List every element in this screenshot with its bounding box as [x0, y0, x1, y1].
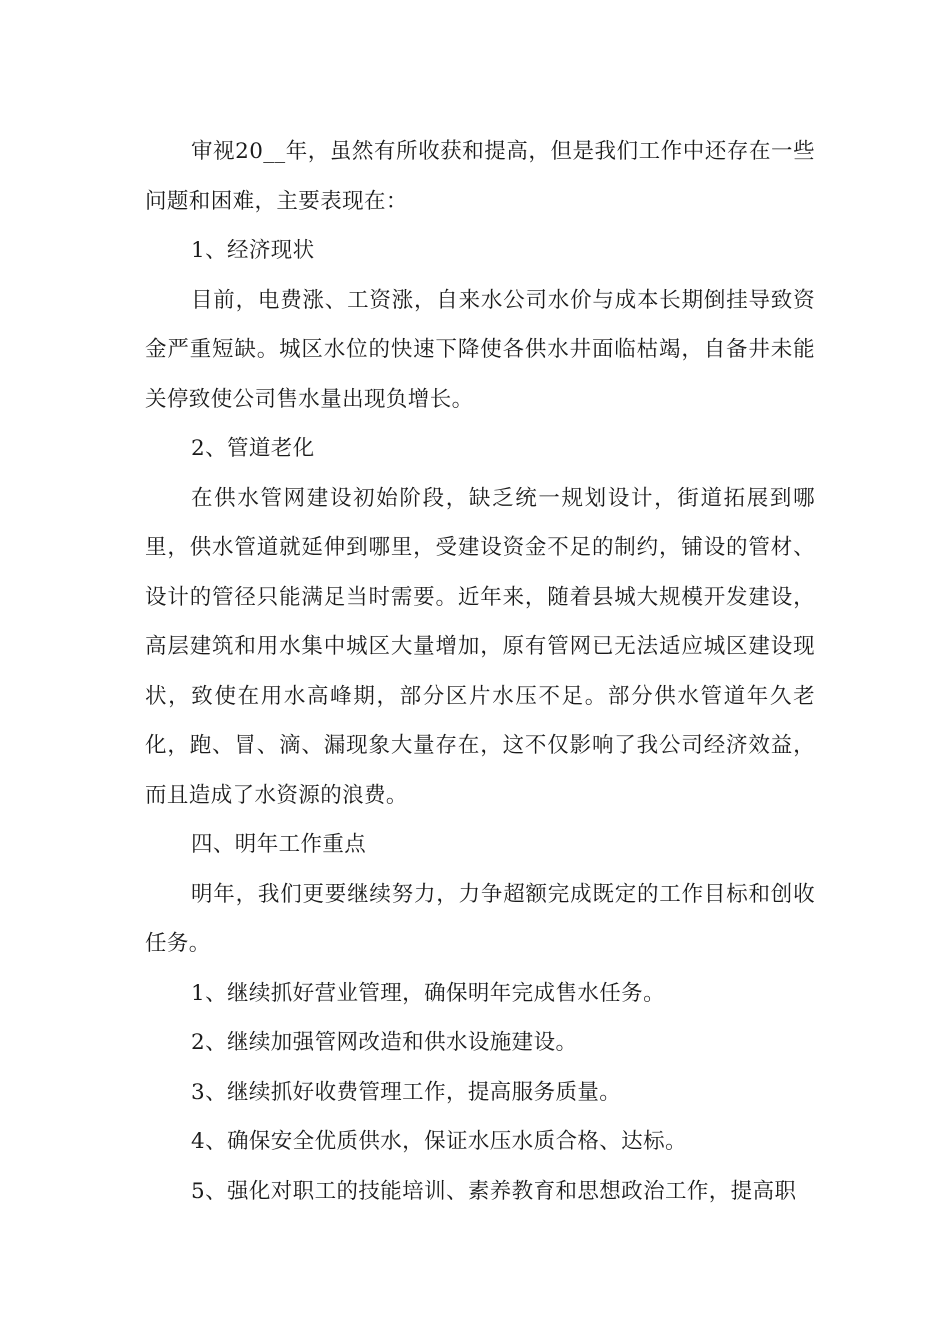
paragraph-economic-status: 目前，电费涨、工资涨，自来水公司水价与成本长期倒挂导致资金严重短缺。城区水位的快速下降使各供水井面临枯竭，自备井未能关停致使公司售水量出现负增长。 [145, 287, 815, 412]
list-item-1: 1、继续抓好营业管理，确保明年完成售水任务。 [191, 980, 665, 1006]
document-body [145, 127, 815, 1216]
paragraph-intro: 审视20__年，虽然有所收获和提高，但是我们工作中还存在一些问题和困难，主要表现在： [145, 139, 815, 214]
heading-next-year-focus: 四、明年工作重点 [191, 832, 367, 857]
paragraph-pipe-aging: 在供水管网建设初始阶段，缺乏统一规划设计，街道拓展到哪里，供水管道就延伸到哪里，受建设资金不足的制约，铺设的管材、设计的管径只能满足当时需要。近年来，随着县城大规模开发建设，高层建筑和用水集中城区大量增加，原有管网已无法适应城区建设现状，致使在用水高峰期，部分区片水压不足。部分供水管道年久老化，跑、冒、滴、漏现象大量存在，这不仅影响了我公司经济效益，而且造成了水资源的浪费。 [145, 485, 815, 808]
list-item-2: 2、继续加强管网改造和供水设施建设。 [191, 1030, 578, 1055]
list-item-4: 4、确保安全优质供水，保证水压水质合格、达标。 [191, 1129, 687, 1154]
paragraph-next-year: 明年，我们更要继续努力，力争超额完成既定的工作目标和创收任务。 [145, 881, 815, 956]
list-item-5: 5、强化对职工的技能培训、素养教育和思想政治工作，提高职 [191, 1178, 797, 1204]
heading-economic-status: 1、经济现状 [191, 238, 315, 263]
list-item-3: 3、继续抓好收费管理工作，提高服务质量。 [191, 1079, 622, 1105]
heading-pipe-aging: 2、管道老化 [191, 436, 315, 461]
